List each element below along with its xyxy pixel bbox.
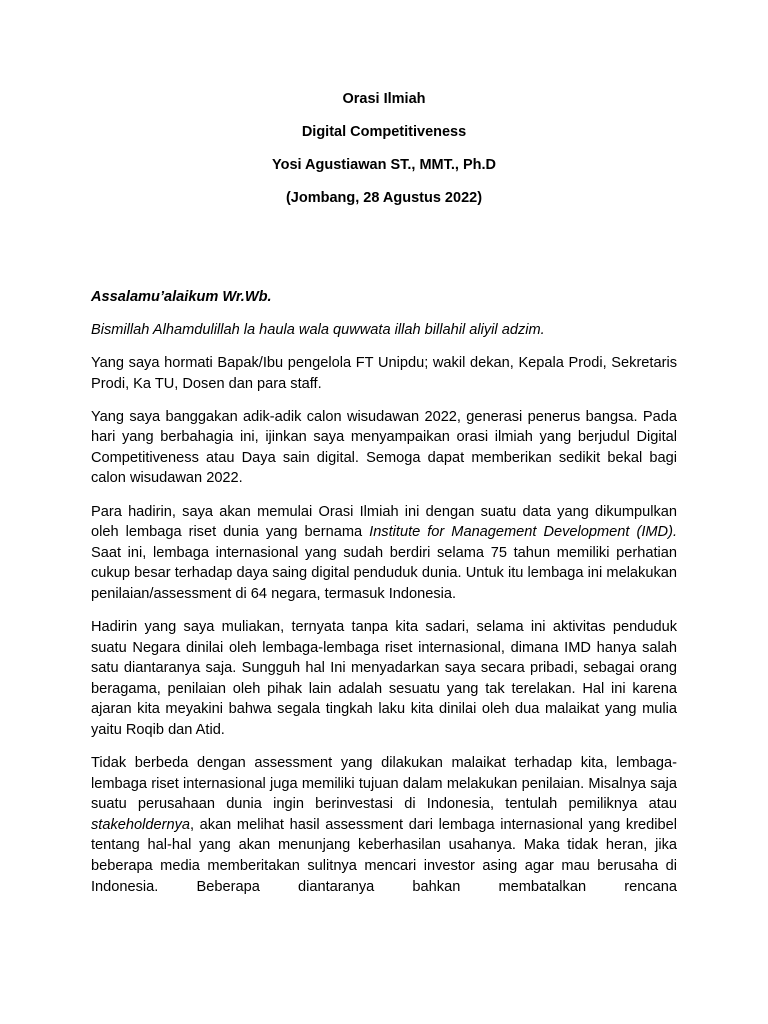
document-title: Orasi Ilmiah [342,91,426,107]
paragraph-1: Yang saya hormati Bapak/Ibu pengelola FT Unipdu; wakil dekan, Kepala Prodi, Sekretaris Prodi, Ka TU, Dosen dan para staff. [91,355,677,392]
paragraph-5-italic: stakeholdernya [91,816,190,833]
paragraph-2: Yang saya banggakan adik-adik calon wisudawan 2022, generasi penerus bangsa. Pada hari yang berbahagia ini, ijinkan saya menyampaikan orasi ilmiah yang berjudul Digital Competitiveness atau Daya sain digital. Semoga dapat memberikan sedikit bekal bagi calon wisudawan 2022. [91,408,677,487]
bismillah-line: Bismillah Alhamdulillah la haula wala quwwata illah billahil aliyil adzim. [91,322,545,338]
paragraph-5 [91,753,677,897]
document-body [91,287,677,910]
place-date: (Jombang, 28 Agustus 2022) [285,190,483,206]
paragraph-3 [91,502,677,605]
paragraph-5-text-a: Tidak berbeda dengan assessment yang dilakukan malaikat terhadap kita, lembaga-lembaga riset internasional juga memiliki tujuan dalam melakukan penilaian. Misalnya saja suatu perusahaan dunia ingin berinvestasi di Indonesia, tentulah pemiliknya atau [91,755,677,813]
greeting: Assalamu’alaikum Wr.Wb. [91,289,272,305]
paragraph-3-italic: Institute for Management Development (IMD). [369,524,677,541]
author-name: Yosi Agustiawan ST., MMT., Ph.D [272,157,496,173]
title-block [91,91,677,223]
document-subtitle: Digital Competitiveness [301,124,467,140]
paragraph-5-text-b: , akan melihat hasil assessment dari lembaga internasional yang kredibel tentang hal-hal yang akan menunjang keberhasilan usahanya. Maka tidak heran, jika beberapa media memberitakan sulitnya mencari investor asing agar mau berusaha di Indonesia. Beberapa diantaranya bahkan membatalkan rencana [91,816,677,895]
paragraph-3-text-b: Saat ini, lembaga internasional yang sudah berdiri selama 75 tahun memiliki perhatian cukup besar terhadap daya saing digital penduduk dunia. Untuk itu lembaga ini melakukan penilaian/assessment di 64 negara, termasuk Indonesia. [91,544,677,602]
paragraph-3-text-a: Para hadirin, saya akan memulai Orasi Ilmiah ini dengan suatu data yang dikumpulkan oleh lembaga riset dunia yang bernama [91,503,677,541]
paragraph-4: Hadirin yang saya muliakan, ternyata tanpa kita sadari, selama ini aktivitas penduduk suatu Negara dinilai oleh lembaga-lembaga riset internasional, dimana IMD hanya salah satu diantaranya saja. Sungguh hal Ini menyadarkan saya secara pribadi, sebagai orang beragama, penilaian oleh pihak lain adalah sesuatu yang tak terelakan. Hal ini karena ajaran kita meyakini bahwa segala tingkah laku kita dinilai oleh dua malaikat yang mulia yaitu Roqib dan Atid. [91,619,677,738]
